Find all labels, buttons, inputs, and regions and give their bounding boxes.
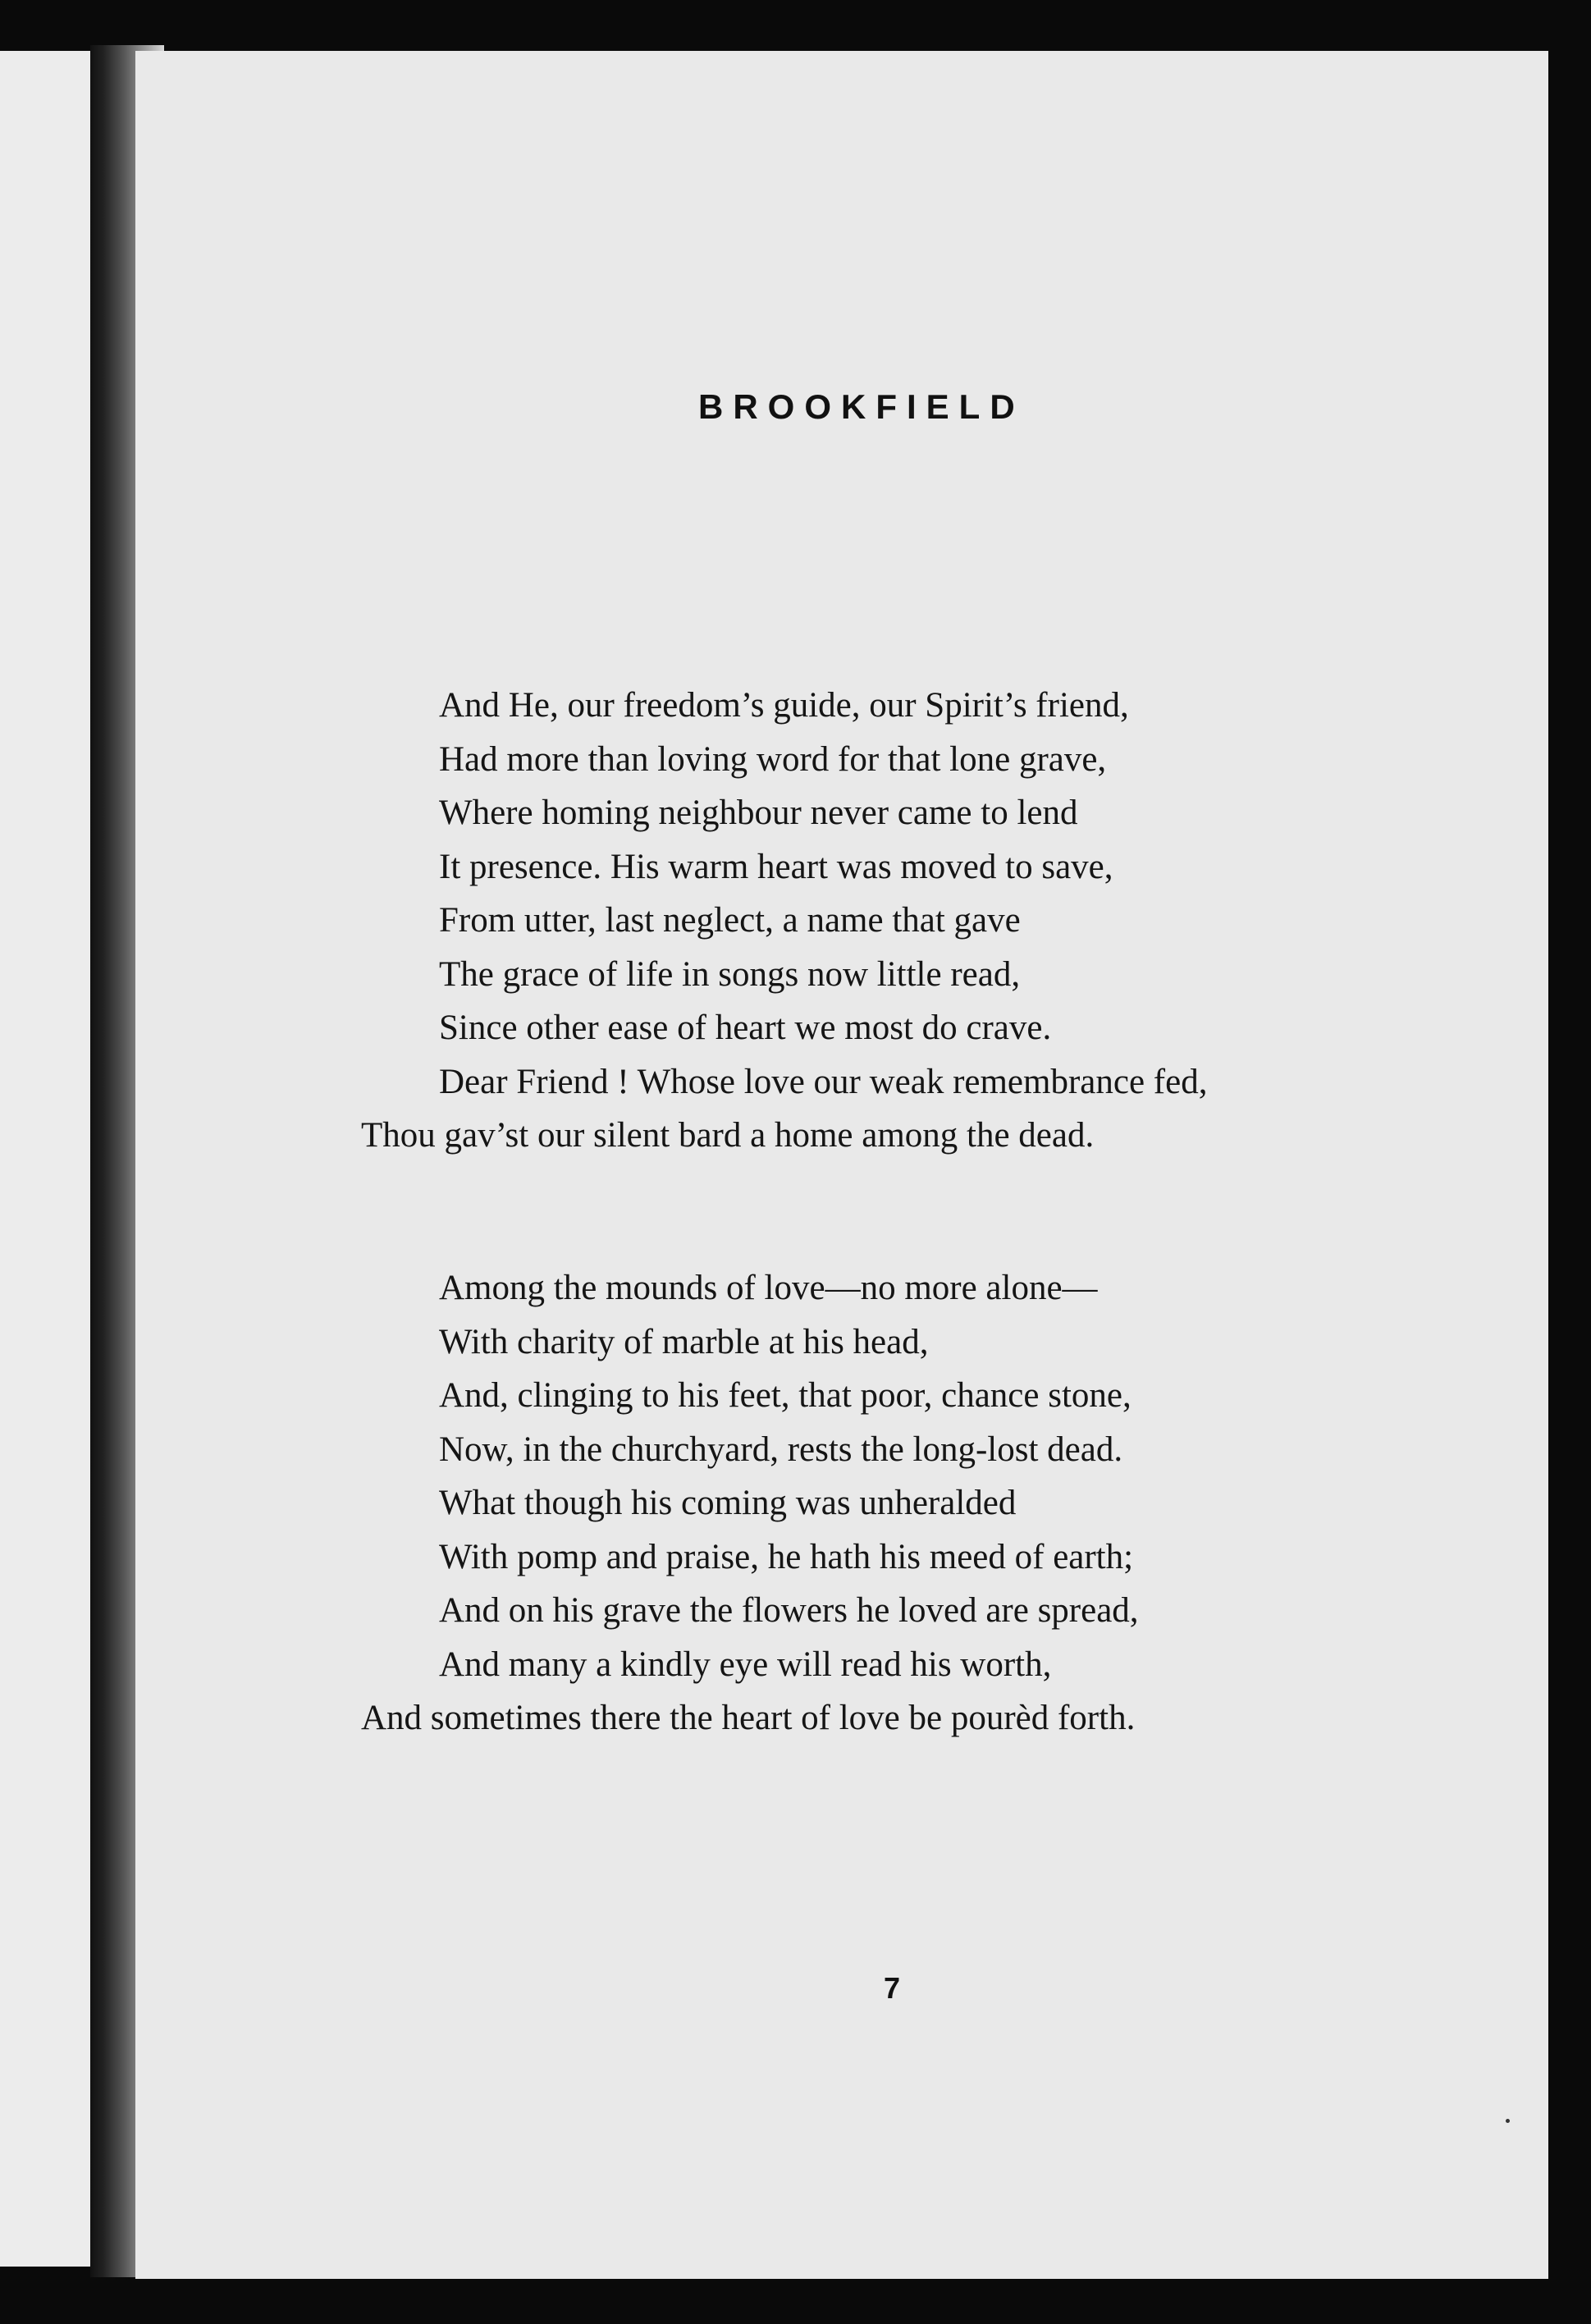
verse-line-alexandrine: Thou gav’st our silent bard a home among the dead.	[361, 1116, 1095, 1155]
stanza-1	[361, 679, 1510, 1163]
verse-line: And on his grave the flowers he loved are spread,	[439, 1591, 1139, 1630]
poem-title: BROOKFIELD	[698, 387, 1025, 426]
verse-line: From utter, last neglect, a name that gave	[439, 901, 1021, 940]
verse-line: And He, our freedom’s guide, our Spirit’s friend,	[439, 686, 1129, 725]
stanza-2	[361, 1261, 1510, 1745]
verse-line-alexandrine: And sometimes there the heart of love be pourèd forth.	[361, 1699, 1136, 1737]
verse-line: What though his coming was unheralded	[439, 1484, 1017, 1522]
verse-line: Among the mounds of love—no more alone—	[439, 1269, 1098, 1307]
print-speck	[1506, 2119, 1510, 2123]
verse-line: The grace of life in songs now little read,	[439, 954, 1021, 994]
verse-line: And, clinging to his feet, that poor, chance stone,	[439, 1376, 1132, 1415]
verse-line: It presence. His warm heart was moved to save,	[439, 847, 1113, 886]
verse-line: And many a kindly eye will read his worth,	[439, 1645, 1052, 1684]
verse-line: Where homing neighbour never came to lend	[439, 794, 1078, 832]
verse-line: Since other ease of heart we most do crave.	[439, 1009, 1052, 1047]
page-number: 7	[884, 1971, 901, 2005]
verse-line: Had more than loving word for that lone grave,	[439, 739, 1107, 779]
verse-line: With pomp and praise, he hath his meed of earth;	[439, 1537, 1134, 1576]
facing-page-edge	[0, 51, 90, 2267]
verse-line: Now, in the churchyard, rests the long-lost dead.	[439, 1430, 1123, 1469]
verse-line: With charity of marble at his head,	[439, 1322, 929, 1361]
verse-line: Dear Friend ! Whose love our weak remembrance fed,	[439, 1062, 1208, 1101]
book-page	[135, 51, 1548, 2279]
